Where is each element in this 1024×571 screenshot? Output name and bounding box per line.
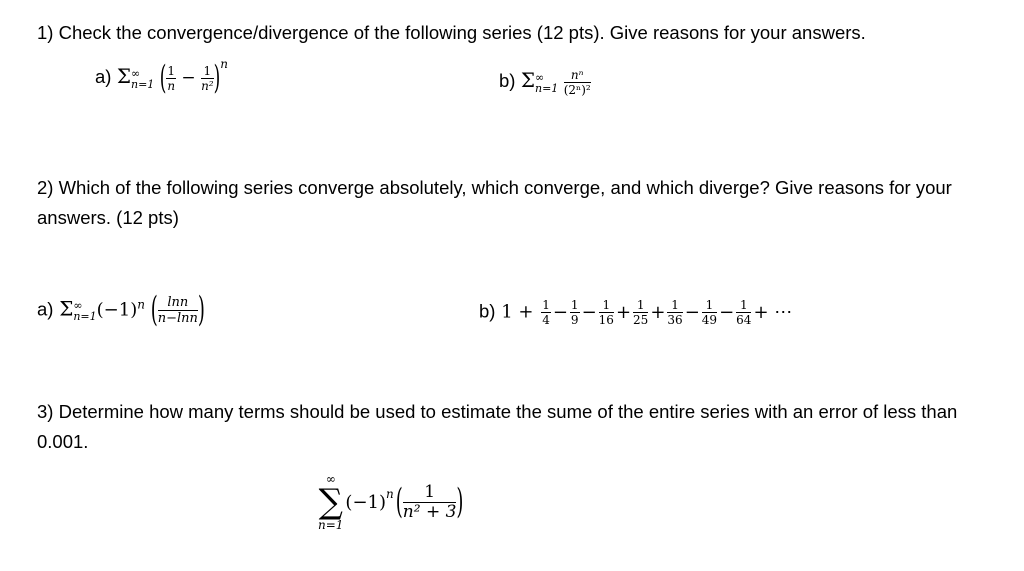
sigma-symbol: Σ xyxy=(520,68,535,92)
fraction-numerator: 1 xyxy=(167,64,175,78)
fraction-numerator: 1 xyxy=(570,298,579,312)
upper-limit: ∞ xyxy=(535,70,545,84)
fraction-denominator: n² + 3 xyxy=(402,501,457,522)
series-operator: − xyxy=(552,301,568,323)
series-operator: + xyxy=(615,301,632,323)
exponent: n xyxy=(220,57,228,72)
question-2-text: 2) Which of the following series converge absolutely, which converge, and which diverge? Give reasons for your answers. (12 pts) xyxy=(37,177,952,228)
fraction-denominator: 36 xyxy=(667,313,683,327)
fraction-numerator: 1 xyxy=(667,299,682,313)
fraction-numerator: 1 xyxy=(736,299,751,313)
series-term-fraction xyxy=(702,299,717,326)
series-operator: + ⋯ xyxy=(753,301,793,323)
fraction-denominator: (2ⁿ)² xyxy=(563,83,591,97)
fraction-numerator: lnn xyxy=(158,296,198,311)
q2-b-label: b) xyxy=(479,300,496,322)
fraction-denominator: 49 xyxy=(701,313,718,327)
question-1-text: 1) Check the convergence/divergence of the following series (12 pts). Give reasons for your answers. xyxy=(37,22,866,43)
fraction-numerator: nⁿ xyxy=(564,69,591,83)
fraction-denominator: 9 xyxy=(570,313,579,327)
alternating-factor: (−1) xyxy=(96,299,138,321)
q1-a-label: a) xyxy=(95,66,112,87)
question-3-text: 3) Determine how many terms should be used to estimate the sume of the entire series with an error of less than 0.001. xyxy=(37,401,958,452)
series-lead: 1 + xyxy=(501,301,534,323)
series-term-fraction xyxy=(633,299,648,326)
upper-limit: ∞ xyxy=(73,298,83,312)
series-term-fraction xyxy=(667,299,682,326)
q1-b-label: b) xyxy=(499,70,516,91)
sigma-symbol: ∑ xyxy=(318,482,343,522)
lower-limit: n=1 xyxy=(535,81,559,95)
sigma-symbol: Σ xyxy=(59,296,74,321)
series-term-fraction xyxy=(599,299,614,326)
q1-a-formula: a) Σ ∞ n=1 ( $\frac{1}{n}$ − $\frac{1}{\text{n²}}$ )$^n$ xyxy=(95,57,228,98)
fraction-denominator: 4 xyxy=(542,313,550,327)
minus-sign: − xyxy=(181,68,196,88)
exponent: n xyxy=(137,297,145,312)
series-term-fraction xyxy=(570,299,580,326)
alternating-factor: (−1) xyxy=(345,491,387,513)
fraction-denominator: 16 xyxy=(598,313,614,327)
series-operator: + xyxy=(650,301,666,323)
fraction-numerator: 1 xyxy=(542,298,550,312)
fraction-numerator: 1 xyxy=(633,299,648,313)
q3-formula: ∞ ∑ n=1 (−1) $^n$ ( $\frac{1}{\text{n² + 3}}$ ) xyxy=(318,472,464,532)
lower-limit: n=1 xyxy=(131,77,155,91)
fraction-numerator: 1 xyxy=(403,484,457,503)
lower-limit: n=1 xyxy=(318,518,344,532)
upper-limit: ∞ xyxy=(131,66,141,80)
fraction-denominator: n−lnn xyxy=(157,311,198,326)
lower-limit: n=1 xyxy=(73,309,97,323)
upper-limit: ∞ xyxy=(325,472,336,486)
fraction-numerator: 1 xyxy=(702,299,717,313)
series-terms xyxy=(539,298,793,327)
q2-b-formula xyxy=(479,299,792,326)
series-operator: − xyxy=(581,301,597,323)
fraction-denominator: 25 xyxy=(633,313,649,327)
sigma-symbol: Σ xyxy=(116,64,131,88)
exponent: n xyxy=(386,487,394,501)
series-operator: − xyxy=(719,301,735,323)
series-operator: − xyxy=(684,301,700,323)
fraction-denominator: n² xyxy=(201,79,214,93)
fraction-denominator: n xyxy=(167,79,176,93)
q1-b-formula xyxy=(499,68,591,96)
fraction-numerator: 1 xyxy=(201,65,214,79)
series-term-fraction xyxy=(541,299,551,326)
series-term-fraction xyxy=(736,299,751,326)
q2-a-formula: a) Σ ∞ n=1 $(-1)^n$ ( $\frac{\ln n}{n-\ln n}$ ) xyxy=(37,290,205,331)
fraction-denominator: 64 xyxy=(736,313,752,327)
q2-a-label: a) xyxy=(37,298,54,320)
fraction-numerator: 1 xyxy=(599,299,614,313)
